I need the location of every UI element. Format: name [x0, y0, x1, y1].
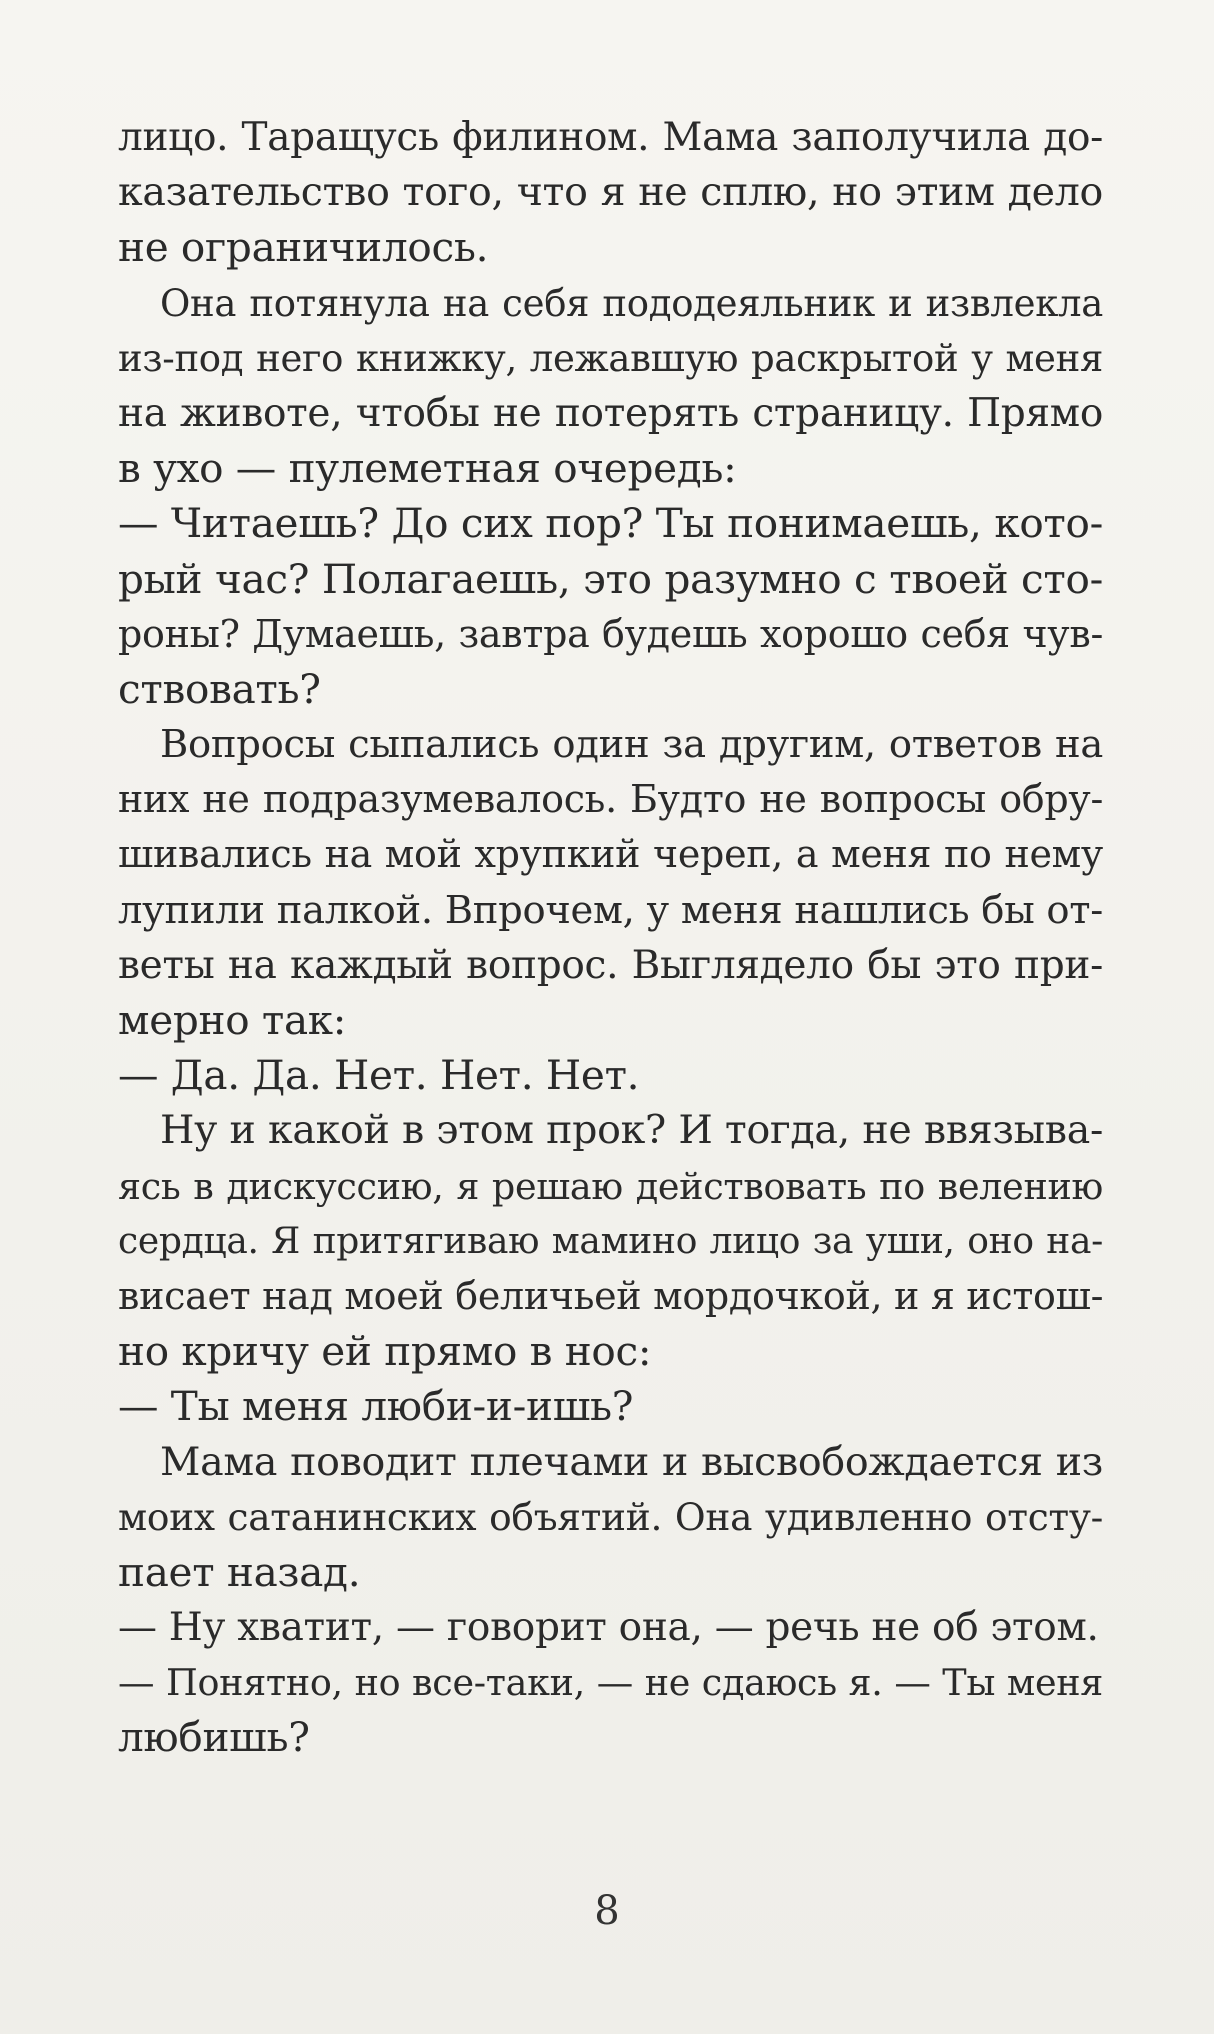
text-line: мерно так: — [118, 996, 347, 1044]
text-line: на животе, чтобы не потерять страницу. Прямо — [118, 390, 1103, 436]
text-line: из-под него книжку, лежавшую раскрытой у меня — [118, 336, 1103, 380]
text-line: — Ну хватит, — говорит она, — речь не об этом. — [118, 1605, 1099, 1651]
page-number: 8 — [594, 1888, 620, 1934]
text-line: моих сатанинских объятий. Она удивленно отсту- — [118, 1494, 1103, 1539]
text-line: Ну и какой в этом прок? И тогда, не ввязыва- — [160, 1107, 1103, 1154]
text-line: — Да. Да. Нет. Нет. Нет. — [118, 1051, 640, 1100]
text-line: Вопросы сыпались один за другим, ответов на — [160, 722, 1103, 768]
text-line: в ухо — пулеметная очередь: — [118, 444, 737, 493]
text-line: пает назад. — [118, 1547, 361, 1596]
text-line: шивались на мой хрупкий череп, а меня по нему — [118, 832, 1103, 877]
text-line: любишь? — [118, 1713, 310, 1762]
text-line: не ограничилось. — [118, 223, 489, 272]
body-text — [118, 110, 1103, 1766]
text-line: Мама поводит плечами и высвобождается из — [160, 1438, 1103, 1485]
text-line: роны? Думаешь, завтра будешь хорошо себя чув- — [118, 611, 1103, 656]
text-line: рый час? Полагаешь, это разумно с твоей сто- — [118, 554, 1103, 603]
text-line: ствовать? — [118, 664, 321, 713]
text-line: — Ты меня люби-и-ишь? — [118, 1382, 634, 1431]
text-line: лицо. Таращусь филином. Мама заполучила до- — [118, 115, 1103, 160]
text-line: — Понятно, но все-таки, — не сдаюсь я. — Ты меня — [118, 1661, 1103, 1705]
text-line: но кричу ей прямо в нос: — [118, 1327, 652, 1376]
text-line: казательство того, что я не сплю, но этим дело — [118, 169, 1103, 216]
text-line: сердца. Я притягиваю мамино лицо за уши, оно на- — [118, 1220, 1103, 1262]
text-line: Она потянула на себя пододеяльник и извлекла — [160, 281, 1103, 325]
text-line: висает над моей беличьей мордочкой, и я истош- — [118, 1273, 1104, 1318]
text-line: ясь в дискуссию, я решаю действовать по велению — [118, 1164, 1103, 1208]
text-line: них не подразумевалось. Будто не вопросы обру- — [118, 777, 1103, 822]
text-line: веты на каждый вопрос. Выглядело бы это при- — [118, 942, 1103, 988]
text-line: лупили палкой. Впрочем, у меня нашлись бы от- — [118, 887, 1103, 933]
text-line: — Читаешь? До сих пор? Ты понимаешь, кото- — [118, 499, 1103, 548]
